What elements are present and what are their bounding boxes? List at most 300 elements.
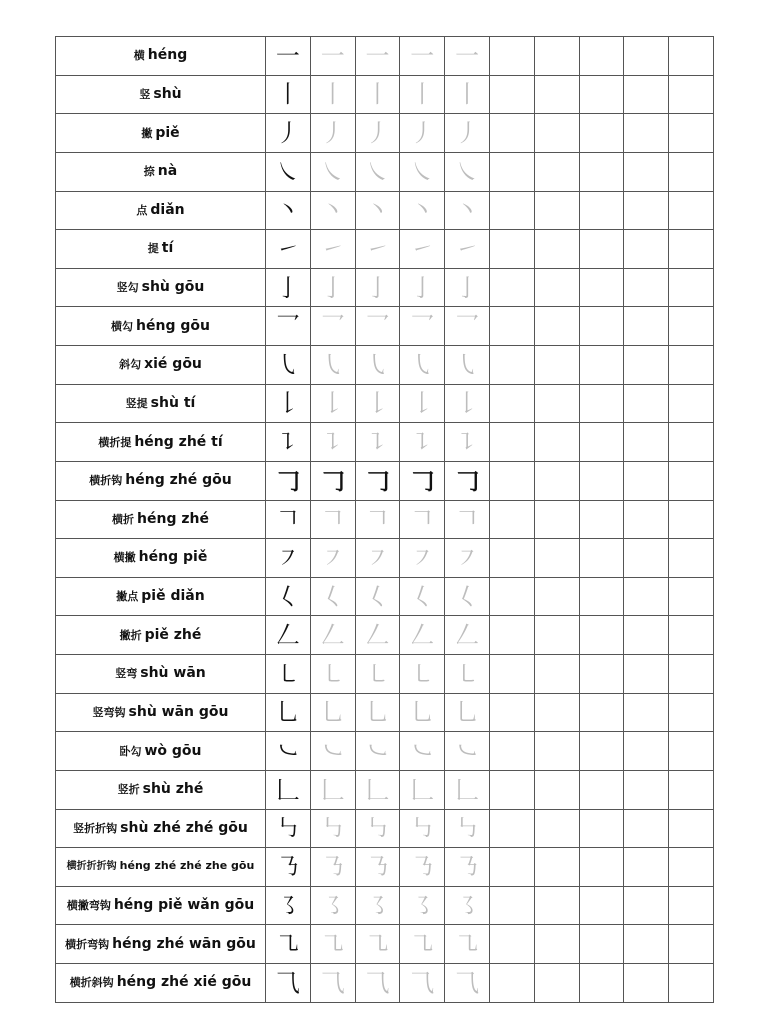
practice-cell[interactable]: [669, 37, 714, 76]
stroke-model: 乛: [266, 307, 311, 346]
practice-cell[interactable]: [669, 616, 714, 655]
stroke-trace: 乛: [355, 307, 400, 346]
stroke-pinyin: héng piě wǎn gōu: [113, 897, 255, 914]
stroke-trace: ㇂: [355, 346, 400, 385]
stroke-model: ㇇: [266, 539, 311, 578]
stroke-trace: ㇇: [355, 539, 400, 578]
stroke-chinese-name: 撇点: [116, 590, 139, 604]
stroke-trace: ㇀: [355, 230, 400, 269]
stroke-chinese-name: 横折斜钩: [69, 976, 114, 990]
stroke-row: [56, 925, 714, 964]
stroke-trace: ㇏: [400, 152, 445, 191]
practice-cell[interactable]: [534, 539, 579, 578]
practice-cell[interactable]: [534, 655, 579, 694]
stroke-trace: ㇡: [355, 848, 400, 887]
stroke-label: [56, 809, 266, 848]
stroke-trace: ㇈: [445, 925, 490, 964]
stroke-model: ㇀: [266, 230, 311, 269]
stroke-pinyin: tí: [161, 240, 174, 257]
stroke-trace: ㇈: [400, 925, 445, 964]
practice-cell[interactable]: [624, 577, 669, 616]
stroke-chinese-name: 斜勾: [119, 358, 142, 372]
stroke-model: 丨: [266, 75, 311, 114]
stroke-chinese-name: 横折提: [98, 435, 132, 449]
practice-cell[interactable]: [534, 886, 579, 925]
stroke-chinese-name: 撇折: [119, 628, 142, 642]
stroke-trace: ㇡: [310, 848, 355, 887]
stroke-chinese-name: 竖弯钩: [92, 705, 126, 719]
stroke-chinese-name: 竖提: [125, 396, 148, 410]
practice-cell[interactable]: [669, 539, 714, 578]
stroke-model: 𠃌: [266, 461, 311, 500]
stroke-trace: ㇏: [310, 152, 355, 191]
stroke-model: 𠃊: [266, 770, 311, 809]
stroke-model: ㇈: [266, 925, 311, 964]
practice-cell[interactable]: [489, 848, 534, 887]
practice-cell[interactable]: [489, 770, 534, 809]
practice-cell[interactable]: [624, 655, 669, 694]
stroke-trace: 𠃊: [355, 770, 400, 809]
stroke-chinese-name: 捺: [143, 165, 155, 179]
practice-cell[interactable]: [624, 230, 669, 269]
stroke-row: [56, 268, 714, 307]
practice-cell[interactable]: [579, 230, 624, 269]
stroke-model: ㇂: [266, 346, 311, 385]
stroke-trace: 𠃌: [310, 461, 355, 500]
stroke-label: [56, 655, 266, 694]
practice-cell[interactable]: [534, 230, 579, 269]
stroke-chinese-name: 提: [147, 242, 159, 256]
stroke-pinyin: héng zhé tí: [134, 433, 223, 450]
stroke-pinyin: shù gōu: [141, 279, 205, 296]
stroke-trace: ⺄: [445, 964, 490, 1003]
stroke-trace: ㇡: [400, 848, 445, 887]
stroke-chinese-name: 竖折折钩: [73, 821, 118, 835]
practice-cell[interactable]: [534, 500, 579, 539]
stroke-trace: ⺄: [310, 964, 355, 1003]
stroke-label: [56, 539, 266, 578]
stroke-trace: 乛: [445, 307, 490, 346]
stroke-trace: 𠃊: [310, 770, 355, 809]
practice-cell[interactable]: [579, 616, 624, 655]
stroke-model: ㇌: [266, 886, 311, 925]
stroke-row: [56, 230, 714, 269]
practice-cell[interactable]: [489, 268, 534, 307]
stroke-model: 一: [266, 37, 311, 76]
practice-cell[interactable]: [534, 307, 579, 346]
practice-cell[interactable]: [489, 152, 534, 191]
practice-cell[interactable]: [489, 500, 534, 539]
practice-cell[interactable]: [669, 848, 714, 887]
practice-cell[interactable]: [669, 230, 714, 269]
practice-cell[interactable]: [489, 346, 534, 385]
stroke-row: [56, 191, 714, 230]
practice-cell[interactable]: [579, 75, 624, 114]
practice-cell[interactable]: [579, 925, 624, 964]
practice-cell[interactable]: [534, 191, 579, 230]
practice-cell[interactable]: [534, 268, 579, 307]
stroke-trace: 乚: [310, 693, 355, 732]
practice-cell[interactable]: [579, 848, 624, 887]
stroke-table: [55, 36, 714, 1003]
practice-cell[interactable]: [669, 307, 714, 346]
stroke-trace: ㇃: [355, 732, 400, 771]
practice-cell[interactable]: [624, 75, 669, 114]
stroke-label: [56, 268, 266, 307]
practice-cell[interactable]: [489, 230, 534, 269]
practice-cell[interactable]: [534, 964, 579, 1003]
stroke-trace: ㇂: [400, 346, 445, 385]
practice-cell[interactable]: [489, 307, 534, 346]
practice-cell[interactable]: [579, 693, 624, 732]
stroke-row: [56, 152, 714, 191]
practice-cell[interactable]: [489, 191, 534, 230]
practice-cell[interactable]: [534, 384, 579, 423]
practice-cell[interactable]: [624, 384, 669, 423]
practice-cell[interactable]: [489, 114, 534, 153]
practice-cell[interactable]: [579, 114, 624, 153]
practice-cell[interactable]: [669, 461, 714, 500]
stroke-model: ㇃: [266, 732, 311, 771]
stroke-chinese-name: 卧勾: [119, 744, 142, 758]
stroke-model: ㇄: [266, 655, 311, 694]
stroke-trace: 𠄌: [400, 384, 445, 423]
stroke-trace: 𠃌: [400, 461, 445, 500]
stroke-pinyin: héng: [147, 47, 188, 64]
stroke-trace: ㇉: [355, 809, 400, 848]
stroke-trace: 𠃊: [445, 770, 490, 809]
practice-cell[interactable]: [534, 114, 579, 153]
stroke-row: [56, 500, 714, 539]
stroke-model: 亅: [266, 268, 311, 307]
stroke-trace: 丿: [400, 114, 445, 153]
practice-cell[interactable]: [489, 37, 534, 76]
practice-cell[interactable]: [579, 809, 624, 848]
practice-cell[interactable]: [489, 461, 534, 500]
stroke-row: [56, 539, 714, 578]
practice-cell[interactable]: [534, 925, 579, 964]
practice-cell[interactable]: [579, 655, 624, 694]
stroke-row: [56, 461, 714, 500]
practice-cell[interactable]: [669, 732, 714, 771]
stroke-trace: 𠃌: [445, 461, 490, 500]
stroke-trace: ㇏: [355, 152, 400, 191]
stroke-trace: 𠃌: [355, 461, 400, 500]
practice-cell[interactable]: [579, 964, 624, 1003]
practice-cell[interactable]: [624, 152, 669, 191]
stroke-trace: 𠃊: [400, 770, 445, 809]
practice-cell[interactable]: [534, 732, 579, 771]
practice-cell[interactable]: [534, 37, 579, 76]
practice-cell[interactable]: [579, 461, 624, 500]
stroke-model: 𠃍: [266, 500, 311, 539]
stroke-trace: 丨: [310, 75, 355, 114]
stroke-trace: ㇃: [400, 732, 445, 771]
stroke-label: [56, 384, 266, 423]
stroke-model: ㇡: [266, 848, 311, 887]
stroke-pinyin: shù wān: [140, 665, 206, 682]
practice-cell[interactable]: [624, 732, 669, 771]
stroke-trace: 𠃋: [310, 616, 355, 655]
stroke-label: [56, 230, 266, 269]
stroke-trace: 乚: [355, 693, 400, 732]
stroke-trace: 𠃍: [445, 500, 490, 539]
practice-cell[interactable]: [579, 384, 624, 423]
stroke-label: [56, 423, 266, 462]
practice-cell[interactable]: [669, 75, 714, 114]
stroke-row: [56, 732, 714, 771]
practice-cell[interactable]: [669, 964, 714, 1003]
stroke-trace: ㇀: [445, 230, 490, 269]
stroke-chinese-name: 横撇弯钩: [66, 899, 111, 913]
stroke-trace: 丶: [310, 191, 355, 230]
practice-cell[interactable]: [669, 925, 714, 964]
stroke-trace: ㇄: [400, 655, 445, 694]
stroke-trace: 丶: [400, 191, 445, 230]
stroke-trace: 丨: [445, 75, 490, 114]
practice-cell[interactable]: [579, 152, 624, 191]
stroke-pinyin: diǎn: [150, 201, 185, 218]
stroke-chinese-name: 横折弯钩: [65, 937, 110, 951]
stroke-row: [56, 114, 714, 153]
stroke-trace: 一: [310, 37, 355, 76]
stroke-trace: ㇇: [310, 539, 355, 578]
stroke-model: 𠃋: [266, 616, 311, 655]
stroke-chinese-name: 横撇: [113, 551, 136, 565]
stroke-row: [56, 770, 714, 809]
stroke-trace: ㇉: [445, 809, 490, 848]
stroke-trace: 乚: [400, 693, 445, 732]
stroke-trace: ㇊: [445, 423, 490, 462]
stroke-row: [56, 37, 714, 76]
practice-cell[interactable]: [669, 655, 714, 694]
stroke-trace: ㇌: [310, 886, 355, 925]
practice-cell[interactable]: [669, 268, 714, 307]
practice-cell[interactable]: [669, 693, 714, 732]
stroke-chinese-name: 横折钩: [89, 474, 123, 488]
practice-cell[interactable]: [534, 809, 579, 848]
practice-cell[interactable]: [489, 75, 534, 114]
stroke-trace: ⺄: [355, 964, 400, 1003]
stroke-practice-sheet: [55, 36, 713, 1002]
stroke-model: 丿: [266, 114, 311, 153]
stroke-trace: 𡿨: [400, 577, 445, 616]
practice-cell[interactable]: [489, 886, 534, 925]
stroke-trace: 丶: [355, 191, 400, 230]
stroke-row: [56, 809, 714, 848]
stroke-label: [56, 577, 266, 616]
practice-cell[interactable]: [534, 75, 579, 114]
practice-cell[interactable]: [669, 152, 714, 191]
stroke-trace: 𠃋: [400, 616, 445, 655]
practice-cell[interactable]: [624, 346, 669, 385]
stroke-trace: 丿: [310, 114, 355, 153]
practice-cell[interactable]: [579, 346, 624, 385]
stroke-trace: 𠄌: [355, 384, 400, 423]
practice-cell[interactable]: [624, 268, 669, 307]
stroke-trace: 亅: [355, 268, 400, 307]
stroke-trace: ㇄: [310, 655, 355, 694]
practice-cell[interactable]: [669, 770, 714, 809]
stroke-model: 𡿨: [266, 577, 311, 616]
stroke-trace: 丨: [355, 75, 400, 114]
practice-cell[interactable]: [489, 925, 534, 964]
stroke-chinese-name: 横折折折钩: [66, 861, 117, 873]
stroke-label: [56, 37, 266, 76]
stroke-model: ㇉: [266, 809, 311, 848]
practice-cell[interactable]: [489, 809, 534, 848]
stroke-trace: 丿: [355, 114, 400, 153]
practice-cell[interactable]: [624, 886, 669, 925]
stroke-trace: ㇡: [445, 848, 490, 887]
practice-cell[interactable]: [669, 114, 714, 153]
stroke-pinyin: piě diǎn: [141, 588, 205, 605]
practice-cell[interactable]: [624, 693, 669, 732]
stroke-trace: ㇇: [400, 539, 445, 578]
stroke-chinese-name: 横勾: [111, 319, 134, 333]
stroke-pinyin: shù: [153, 85, 182, 102]
stroke-row: [56, 307, 714, 346]
practice-cell[interactable]: [489, 655, 534, 694]
practice-cell[interactable]: [579, 732, 624, 771]
stroke-row: [56, 384, 714, 423]
practice-cell[interactable]: [624, 539, 669, 578]
practice-cell[interactable]: [624, 616, 669, 655]
practice-cell[interactable]: [489, 539, 534, 578]
practice-cell[interactable]: [579, 37, 624, 76]
stroke-model: 乚: [266, 693, 311, 732]
practice-cell[interactable]: [489, 577, 534, 616]
practice-cell[interactable]: [624, 461, 669, 500]
practice-cell[interactable]: [489, 384, 534, 423]
practice-cell[interactable]: [579, 307, 624, 346]
practice-cell[interactable]: [624, 964, 669, 1003]
practice-cell[interactable]: [534, 848, 579, 887]
stroke-pinyin: héng piě: [138, 549, 208, 566]
practice-cell[interactable]: [579, 577, 624, 616]
practice-cell[interactable]: [534, 461, 579, 500]
practice-cell[interactable]: [669, 191, 714, 230]
stroke-pinyin: shù zhé: [142, 781, 204, 798]
stroke-model: ㇊: [266, 423, 311, 462]
stroke-trace: ㇃: [445, 732, 490, 771]
stroke-label: [56, 886, 266, 925]
practice-cell[interactable]: [579, 770, 624, 809]
stroke-trace: 亅: [445, 268, 490, 307]
stroke-trace: ㇌: [355, 886, 400, 925]
practice-cell[interactable]: [534, 770, 579, 809]
practice-cell[interactable]: [579, 268, 624, 307]
stroke-label: [56, 732, 266, 771]
practice-cell[interactable]: [624, 770, 669, 809]
stroke-trace: ㇈: [310, 925, 355, 964]
practice-cell[interactable]: [669, 384, 714, 423]
stroke-trace: 亅: [310, 268, 355, 307]
practice-cell[interactable]: [534, 577, 579, 616]
practice-cell[interactable]: [534, 693, 579, 732]
stroke-trace: 𠄌: [310, 384, 355, 423]
practice-cell[interactable]: [489, 616, 534, 655]
stroke-model: 丶: [266, 191, 311, 230]
practice-cell[interactable]: [669, 577, 714, 616]
practice-cell[interactable]: [489, 693, 534, 732]
stroke-row: [56, 577, 714, 616]
stroke-row: [56, 423, 714, 462]
stroke-row: [56, 616, 714, 655]
stroke-trace: 𠃋: [355, 616, 400, 655]
stroke-label: [56, 693, 266, 732]
stroke-label: [56, 616, 266, 655]
stroke-trace: 乛: [400, 307, 445, 346]
practice-cell[interactable]: [489, 964, 534, 1003]
practice-cell[interactable]: [624, 114, 669, 153]
stroke-table-body: [56, 37, 714, 1003]
practice-cell[interactable]: [624, 307, 669, 346]
stroke-trace: ⺄: [400, 964, 445, 1003]
practice-cell[interactable]: [669, 886, 714, 925]
stroke-trace: 丿: [445, 114, 490, 153]
stroke-pinyin: héng gōu: [136, 317, 210, 334]
practice-cell[interactable]: [624, 37, 669, 76]
stroke-trace: ㇀: [400, 230, 445, 269]
practice-cell[interactable]: [624, 848, 669, 887]
practice-cell[interactable]: [489, 423, 534, 462]
stroke-row: [56, 75, 714, 114]
stroke-pinyin: piě: [155, 124, 180, 141]
practice-cell[interactable]: [579, 500, 624, 539]
stroke-chinese-name: 竖弯: [115, 667, 138, 681]
practice-cell[interactable]: [534, 152, 579, 191]
practice-cell[interactable]: [534, 346, 579, 385]
practice-cell[interactable]: [624, 500, 669, 539]
stroke-trace: 乛: [310, 307, 355, 346]
stroke-trace: 𠃍: [310, 500, 355, 539]
practice-cell[interactable]: [534, 423, 579, 462]
practice-cell[interactable]: [624, 191, 669, 230]
practice-cell[interactable]: [624, 809, 669, 848]
stroke-label: [56, 191, 266, 230]
stroke-row: [56, 886, 714, 925]
stroke-pinyin: héng zhé wān gōu: [112, 935, 256, 952]
practice-cell[interactable]: [669, 423, 714, 462]
practice-cell[interactable]: [669, 346, 714, 385]
stroke-trace: 丶: [445, 191, 490, 230]
stroke-label: [56, 848, 266, 887]
practice-cell[interactable]: [579, 191, 624, 230]
stroke-chinese-name: 横折: [112, 512, 135, 526]
practice-cell[interactable]: [579, 886, 624, 925]
stroke-pinyin: shù tí: [150, 394, 196, 411]
practice-cell[interactable]: [624, 423, 669, 462]
practice-cell[interactable]: [579, 539, 624, 578]
stroke-trace: 𡿨: [355, 577, 400, 616]
practice-cell[interactable]: [579, 423, 624, 462]
stroke-chinese-name: 竖折: [117, 783, 140, 797]
stroke-row: [56, 964, 714, 1003]
stroke-pinyin: wò gōu: [144, 742, 202, 759]
stroke-label: [56, 461, 266, 500]
stroke-trace: ㇂: [445, 346, 490, 385]
stroke-trace: ㇄: [445, 655, 490, 694]
practice-cell[interactable]: [489, 732, 534, 771]
stroke-trace: ㇀: [310, 230, 355, 269]
practice-cell[interactable]: [669, 500, 714, 539]
practice-cell[interactable]: [669, 809, 714, 848]
stroke-label: [56, 925, 266, 964]
stroke-trace: ㇉: [400, 809, 445, 848]
practice-cell[interactable]: [534, 616, 579, 655]
practice-cell[interactable]: [624, 925, 669, 964]
